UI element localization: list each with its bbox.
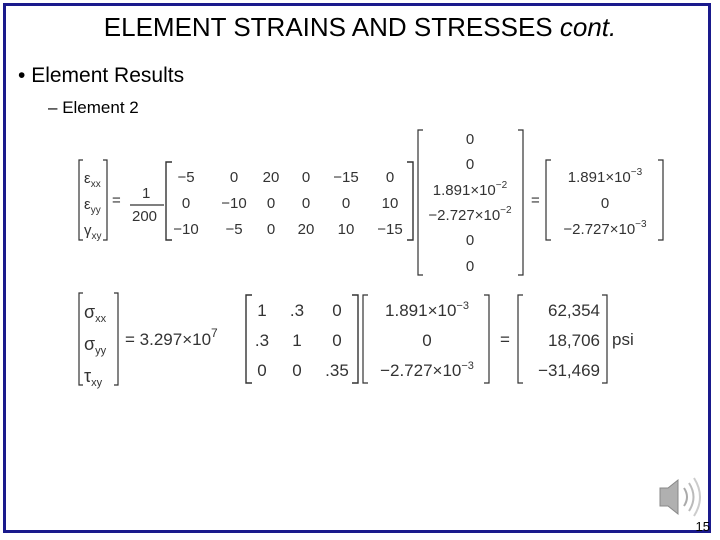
strain-equals: = bbox=[112, 192, 121, 209]
B-matrix-cell: 0 bbox=[181, 195, 191, 212]
d-vector-cell: $-2.727\times 10^{-2}$ bbox=[428, 205, 512, 224]
B-matrix-cell: −15 bbox=[333, 169, 359, 186]
B-matrix-cell: 0 bbox=[266, 221, 276, 238]
title-italic: cont. bbox=[559, 12, 617, 42]
D-matrix-cell: 1 bbox=[292, 331, 302, 350]
strain-lhs-symbol: $\varepsilon_{xx}$ bbox=[84, 170, 101, 190]
D-matrix-cell: 0 bbox=[332, 301, 342, 320]
B-bracket-left bbox=[166, 162, 172, 240]
D-matrix-cell: 0 bbox=[257, 361, 267, 380]
B-matrix-cell: −10 bbox=[173, 221, 199, 238]
strain-result-brace-right bbox=[658, 160, 663, 240]
d-vector-cell: $1.891\times 10^{-2}$ bbox=[432, 180, 508, 199]
stress-vector-cell: 0 bbox=[422, 331, 432, 350]
lhs-brace-right bbox=[103, 160, 107, 240]
frac-numerator: 1 bbox=[142, 185, 151, 202]
stress-lhs-brace-right bbox=[114, 293, 118, 385]
stress-lhs-symbol: $\tau_{xy}$ bbox=[84, 366, 103, 389]
strain-result-cell: $1.891\times 10^{-3}$ bbox=[567, 167, 643, 186]
B-bracket-right bbox=[407, 162, 413, 240]
strain-lhs-symbol: $\varepsilon_{yy}$ bbox=[84, 196, 101, 216]
frac-denominator: 200 bbox=[132, 208, 158, 225]
B-matrix-cell: 0 bbox=[229, 169, 239, 186]
d-vector-cell: 0 bbox=[465, 258, 475, 275]
D-matrix-cell: 0 bbox=[292, 361, 302, 380]
stress-coefficient: = $3.297\times 10^7$ bbox=[125, 326, 218, 349]
stress-unit: psi bbox=[612, 330, 634, 349]
bullet-dot: • bbox=[18, 64, 32, 87]
stress-vec-brace-left bbox=[363, 295, 368, 383]
D-bracket-right bbox=[352, 295, 358, 383]
B-matrix-cell: 0 bbox=[301, 195, 311, 212]
sub-bullet-dash: – bbox=[48, 98, 63, 117]
d-vector-cell: 0 bbox=[465, 131, 475, 148]
strain-equals-2: = bbox=[531, 192, 540, 209]
page-number: 15 bbox=[695, 519, 710, 534]
D-matrix-cell: .3 bbox=[289, 301, 305, 320]
lhs-brace-left bbox=[79, 160, 83, 240]
B-matrix-cell: 0 bbox=[385, 169, 395, 186]
stress-result-brace-left bbox=[518, 295, 523, 383]
B-matrix-cell: 20 bbox=[262, 169, 280, 186]
strain-result-brace-left bbox=[546, 160, 551, 240]
stress-equation bbox=[79, 293, 634, 389]
B-matrix-cell: −10 bbox=[221, 195, 247, 212]
stress-result-brace-right bbox=[602, 295, 607, 383]
B-matrix-cell: 0 bbox=[266, 195, 276, 212]
stress-result-cell: −31,469 bbox=[538, 361, 600, 380]
strain-result-cell: $-2.727\times 10^{-3}$ bbox=[563, 219, 647, 238]
stress-vector-cell: $1.891\times 10^{-3}$ bbox=[385, 300, 469, 320]
B-matrix-cell: 0 bbox=[301, 169, 311, 186]
B-matrix-cell: −5 bbox=[177, 169, 195, 186]
B-matrix-cell: −5 bbox=[225, 221, 243, 238]
D-matrix-cell: 0 bbox=[332, 331, 342, 350]
strain-equation bbox=[79, 130, 663, 275]
sub-bullet-text: Element 2 bbox=[62, 98, 139, 117]
stress-result-cell: 62,354 bbox=[548, 301, 600, 320]
D-matrix-cell: .3 bbox=[254, 331, 270, 350]
B-matrix-cell: 10 bbox=[337, 221, 355, 238]
B-matrix-cell: 20 bbox=[297, 221, 315, 238]
coef-exponent: 7 bbox=[211, 326, 218, 340]
stress-equals-2: = bbox=[500, 330, 510, 349]
stress-result-cell: 18,706 bbox=[548, 331, 600, 350]
speaker-icon[interactable] bbox=[660, 478, 700, 516]
d-vector-cell: 0 bbox=[465, 232, 475, 249]
D-matrix-cell: 1 bbox=[257, 301, 267, 320]
stress-lhs-symbol: $\sigma_{xx}$ bbox=[84, 302, 107, 325]
title-main: ELEMENT STRAINS AND STRESSES bbox=[103, 12, 553, 42]
bullet-text: Element Results bbox=[31, 64, 185, 87]
stress-vector-cell: $-2.727\times 10^{-3}$ bbox=[380, 360, 474, 380]
B-matrix-cell: −15 bbox=[377, 221, 403, 238]
B-matrix-cell: 0 bbox=[341, 195, 351, 212]
B-matrix-cell: 10 bbox=[381, 195, 399, 212]
d-brace-left bbox=[418, 130, 423, 275]
stress-lhs-brace-left bbox=[79, 293, 83, 385]
D-matrix-cell: .35 bbox=[325, 361, 349, 380]
strain-result-cell: 0 bbox=[600, 195, 610, 212]
stress-vec-brace-right bbox=[484, 295, 489, 383]
stress-lhs-symbol: $\sigma_{yy}$ bbox=[84, 334, 107, 357]
D-bracket-left bbox=[246, 295, 252, 383]
d-vector-cell: 0 bbox=[465, 156, 475, 173]
d-brace-right bbox=[518, 130, 523, 275]
strain-lhs-symbol: $\gamma_{xy}$ bbox=[84, 222, 102, 242]
